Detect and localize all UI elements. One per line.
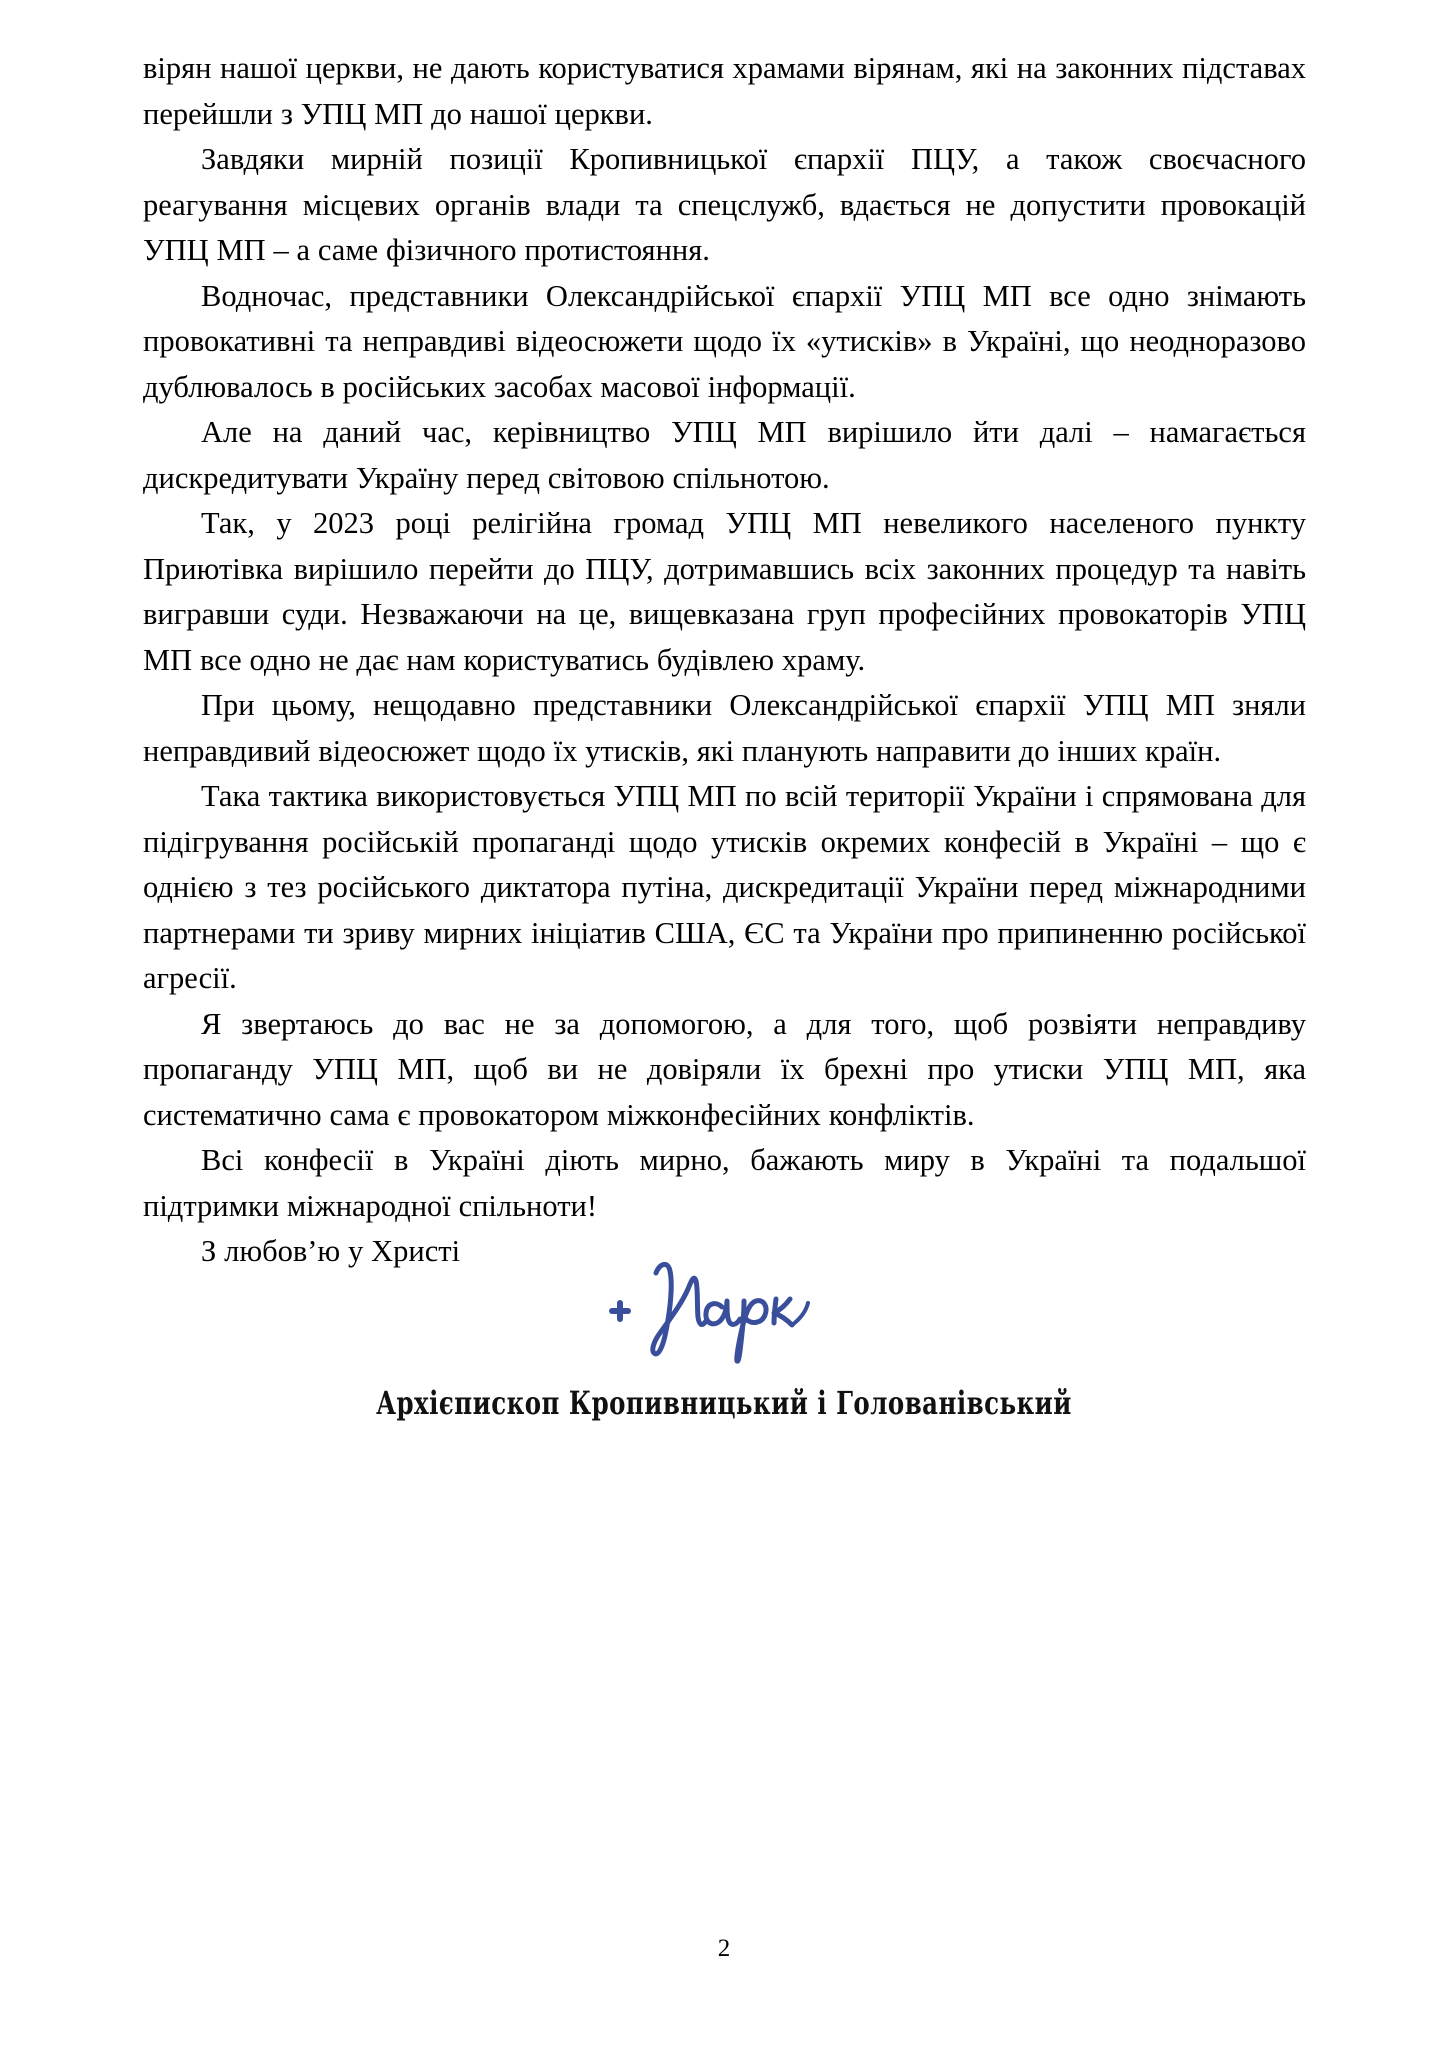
- bishop-title: Архієпископ Кропивницький і Голованівський: [376, 1385, 1072, 1422]
- page-number: 2: [717, 1935, 731, 1962]
- paragraph-5: Так, у 2023 році релігійна громад УПЦ МП невеликого населеного пункту Приютівка вирішило перейти до ПЦУ, дотримавшись всіх законних процедур та навіть вигравши суди. Незважаючи на це, вищевказана груп професійних провокаторів УПЦ МП все одно не дає нам користуватись будівлею храму.: [143, 506, 1306, 677]
- paragraph-8: Я звертаюсь до вас не за допомогою, а для того, щоб розвіяти неправдиву пропаганду УПЦ МП, щоб ви не довіряли їх брехні про утиски УПЦ МП, яка систематично сама є провокатором міжконфесійних конфліктів.: [143, 1006, 1306, 1132]
- paragraph-9: Всі конфесії в Україні діють мирно, бажають миру в Україні та подальшої підтримки міжнародної спільноти!: [143, 1143, 1306, 1223]
- signature-block: [0, 1215, 1448, 1370]
- paragraph-2: Завдяки мирній позиції Кропивницької єпархії ПЦУ, а також своєчасного реагування місцевих органів влади та спецслужб, вдається не допустити провокацій УПЦ МП – а саме фізичного протистояння.: [143, 142, 1306, 267]
- handwritten-signature-icon: [594, 1215, 854, 1365]
- paragraph-7: Така тактика використовується УПЦ МП по всій території України і спрямована для підігрування російській пропаганді щодо утисків окремих конфесій в Україні – що є однією з тез російського диктатора путіна, дискредитації України перед міжнародними партнерами ти зриву мирних ініціатив США, ЄС та України про припиненню російської агресії.: [143, 779, 1306, 995]
- paragraph-4: Але на даний час, керівництво УПЦ МП вирішило йти далі – намагається дискредитувати Україну перед світовою спільнотою.: [143, 415, 1306, 495]
- paragraph-1: вірян нашої церкви, не дають користуватися храмами вірянам, які на законних підставах перейшли з УПЦ МП до нашої церкви.: [143, 51, 1306, 131]
- paragraph-10-closing: З любов’ю у Христі: [201, 1234, 461, 1268]
- paragraph-3: Водночас, представники Олександрійської єпархії УПЦ МП все одно знімають провокативні та неправдиві відеосюжети щодо їх «утисків» в Україні, що неодноразово дублювалось в російських засобах масової інформації.: [143, 278, 1306, 404]
- paragraph-6: При цьому, нещодавно представники Олександрійської єпархії УПЦ МП зняли неправдивий відеосюжет щодо їх утисків, які планують направити до інших країн.: [143, 688, 1306, 768]
- document-body: [143, 46, 1306, 1275]
